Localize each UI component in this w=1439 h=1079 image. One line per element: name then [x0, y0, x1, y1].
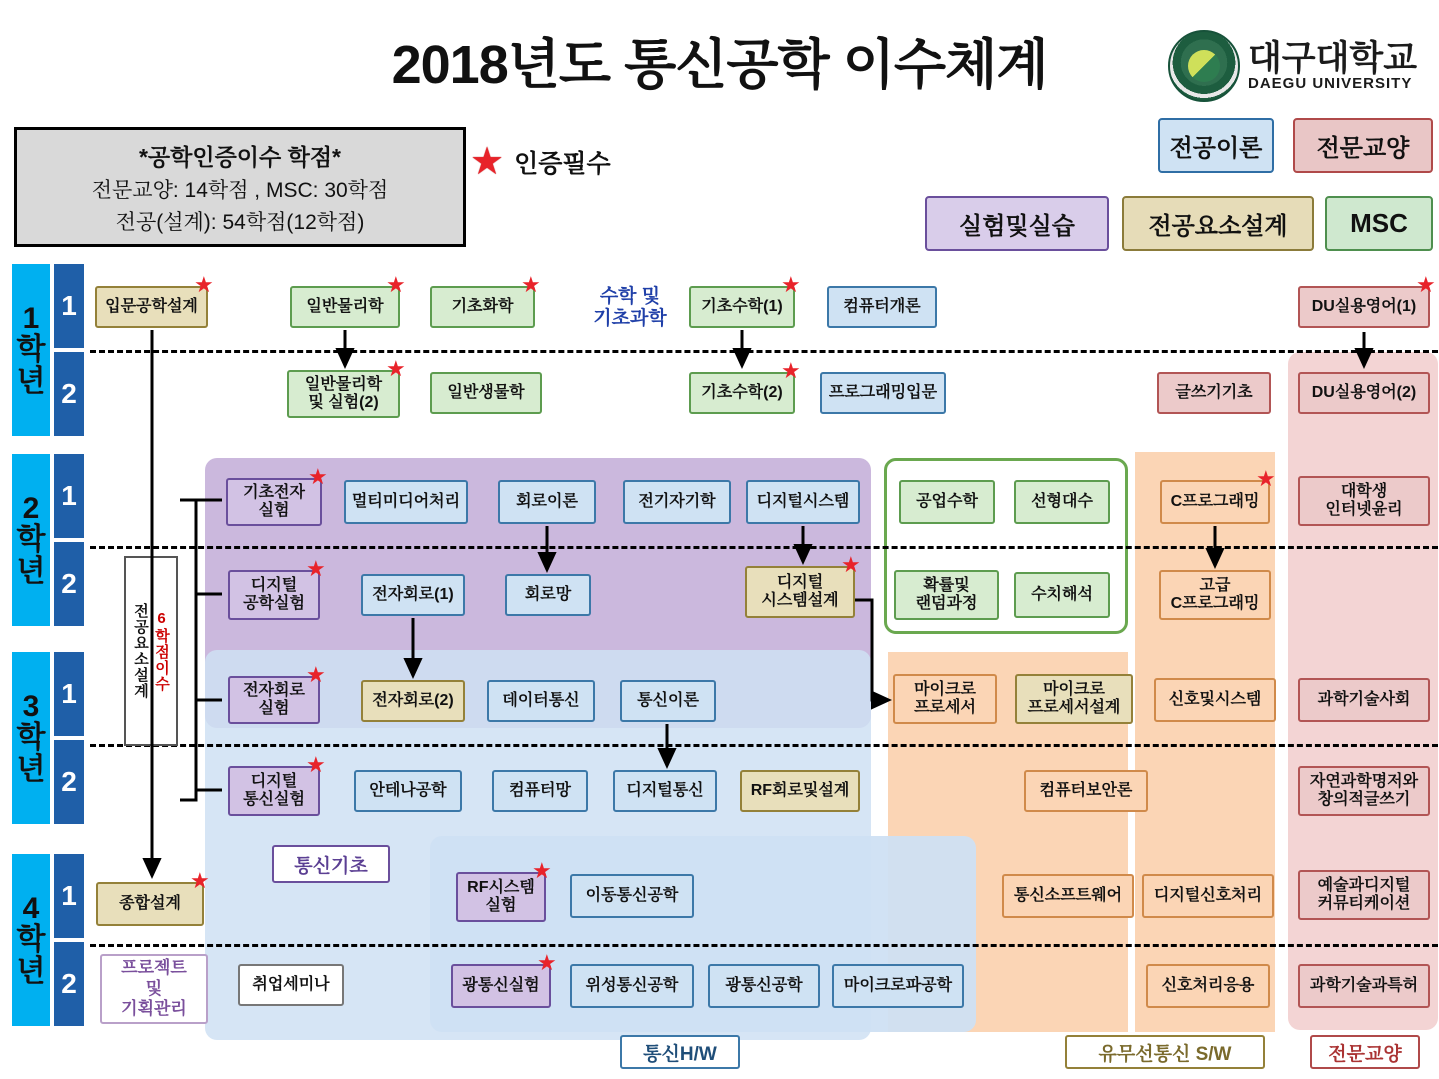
required-star-icon: ★: [306, 752, 326, 777]
year-4-sem-1: 1: [52, 852, 86, 940]
course-label: 취업세미나: [252, 976, 330, 994]
course-box[interactable]: [1298, 678, 1430, 722]
tag-gened: 전문교양: [1310, 1035, 1420, 1069]
course-box[interactable]: [95, 286, 208, 328]
required-star-icon: ★: [190, 868, 210, 893]
course-box[interactable]: [689, 286, 795, 328]
year-3-sem-1: 1: [52, 650, 86, 738]
course-label: 회로망: [524, 586, 572, 604]
course-box[interactable]: [1298, 870, 1430, 920]
tag-comm-hw: 통신H/W: [620, 1035, 740, 1069]
divider-4-1-2: [90, 944, 1438, 947]
course-box[interactable]: [1024, 770, 1148, 812]
required-star-icon: ★: [306, 556, 326, 581]
required-star-icon: ★: [306, 662, 326, 687]
year-1-sem-2: 2: [52, 350, 86, 438]
course-label: 신호처리응용: [1161, 977, 1255, 995]
course-label: 디지털신호처리: [1153, 887, 1263, 905]
divider-3-1-2: [90, 744, 1438, 747]
course-box[interactable]: [1298, 286, 1430, 328]
university-logo: [1168, 28, 1433, 103]
course-label: 디지털 시스템설계: [761, 574, 839, 609]
course-box[interactable]: [430, 372, 542, 414]
year-4: 4 학 년: [10, 852, 52, 1028]
course-label: 고급 C프로그래밍: [1170, 577, 1260, 612]
course-box[interactable]: [492, 770, 588, 812]
course-label: 디지털 공학실험: [243, 577, 305, 612]
design-credit-label: 전공요소설계: [132, 603, 149, 699]
divider-1-2: [90, 350, 1438, 353]
year-2: 2 학 년: [10, 452, 52, 628]
course-box[interactable]: [290, 286, 400, 328]
course-box[interactable]: [451, 964, 551, 1008]
course-label: 데이터통신: [502, 692, 580, 710]
year-3-sem-2: 2: [52, 738, 86, 826]
course-box[interactable]: [745, 566, 855, 618]
required-star-icon: ★: [532, 858, 552, 883]
course-label: 전기자기학: [638, 493, 716, 511]
course-label: 기초수학(1): [701, 298, 783, 316]
course-box[interactable]: [746, 480, 860, 524]
course-box[interactable]: [96, 882, 204, 926]
course-label: 컴퓨터망: [509, 782, 571, 800]
university-name-en: DAEGU UNIVERSITY: [1248, 74, 1413, 92]
course-label: 마이크로 프로세서: [914, 681, 976, 716]
course-box[interactable]: [740, 770, 860, 812]
course-box[interactable]: [827, 286, 937, 328]
course-label: 대학생 인터넷윤리: [1325, 483, 1403, 518]
course-label: 확률및 랜덤과정: [915, 577, 978, 612]
course-label: 기초전자 실험: [243, 484, 305, 519]
course-label: 이동통신공학: [585, 887, 679, 905]
year-2-sem-1: 1: [52, 452, 86, 540]
course-box[interactable]: [238, 964, 344, 1006]
required-star-icon: ★: [386, 272, 406, 297]
course-box[interactable]: [1298, 964, 1430, 1008]
course-label: DU실용영어(1): [1311, 298, 1417, 316]
course-label: 멀티미디어처리: [351, 493, 461, 511]
required-star-icon: ★: [194, 272, 214, 297]
course-label: 자연과학명저와 창의적글쓰기: [1309, 773, 1419, 808]
course-label: 공업수학: [916, 493, 978, 511]
university-name-kr: 대구대학교: [1248, 38, 1418, 78]
course-label: 종합설계: [119, 895, 181, 913]
course-label: C프로그래밍: [1170, 493, 1260, 511]
course-label: 글쓰기기초: [1175, 384, 1253, 402]
legend-category-msc: MSC: [1325, 196, 1433, 251]
project-management-label: 프로젝트 및 기획관리: [121, 958, 187, 1019]
required-star-icon: ★: [308, 464, 328, 489]
year-4-sem-2: 2: [52, 940, 86, 1028]
course-label: RF시스템 실험: [467, 879, 535, 914]
course-box[interactable]: [708, 964, 820, 1008]
required-star-icon: ★: [521, 272, 541, 297]
course-box[interactable]: [689, 372, 795, 414]
course-box[interactable]: [1298, 766, 1430, 816]
legend-category-design: 전공요소설계: [1122, 196, 1314, 251]
legend-category-gened: 전문교양: [1293, 118, 1433, 173]
course-label: RF회로및설계: [750, 782, 850, 800]
course-box[interactable]: [1160, 480, 1270, 524]
legend-category-theory: 전공이론: [1158, 118, 1274, 173]
course-box[interactable]: [1157, 372, 1271, 414]
star-icon: ★: [470, 141, 505, 183]
course-label: DU실용영어(2): [1311, 384, 1417, 402]
course-label: 디지털시스템: [756, 493, 850, 511]
course-label: 통신소프트웨어: [1013, 887, 1123, 905]
course-label: 마이크로 프로세서설계: [1027, 681, 1121, 716]
course-label: 위성통신공학: [585, 977, 679, 995]
course-box[interactable]: [1142, 874, 1274, 918]
required-star-icon: ★: [841, 552, 861, 577]
course-box[interactable]: [354, 770, 462, 812]
divider-2-1-2: [90, 546, 1438, 549]
course-label: 전자회로(2): [372, 692, 454, 710]
course-box[interactable]: [893, 674, 997, 724]
year-3: 3 학 년: [10, 650, 52, 826]
course-box[interactable]: [570, 874, 694, 918]
course-label: 통신이론: [637, 692, 699, 710]
course-box[interactable]: [894, 570, 999, 620]
course-label: 입문공학설계: [105, 298, 198, 316]
course-box[interactable]: [1015, 674, 1133, 724]
course-label: 과학기술사회: [1317, 691, 1411, 709]
course-label: 전자회로 실험: [243, 682, 305, 717]
course-box[interactable]: [570, 964, 694, 1008]
course-box[interactable]: [620, 680, 716, 722]
required-star-icon: ★: [1256, 466, 1276, 491]
course-label: 광통신공학: [725, 977, 803, 995]
tag-comm-sw: 유무선통신 S/W: [1065, 1035, 1265, 1069]
course-box[interactable]: [361, 680, 465, 722]
course-box[interactable]: [899, 480, 995, 524]
tag-comm-basics: 통신기초: [272, 845, 390, 883]
course-label: 전자회로(1): [372, 586, 454, 604]
course-box[interactable]: [832, 964, 964, 1008]
course-box[interactable]: [1154, 678, 1276, 722]
course-label: 마이크로파공학: [843, 977, 953, 995]
course-label: 디지털 통신실험: [243, 773, 305, 808]
project-management-box: [100, 954, 208, 1024]
course-box[interactable]: [344, 480, 468, 524]
course-box[interactable]: [1146, 964, 1270, 1008]
course-label: 수치해석: [1031, 586, 1093, 604]
course-label: 프로그래밍입문: [828, 384, 938, 402]
credit-box-line3: 전공(설계): 54학점(12학점): [115, 210, 365, 234]
credit-box-title: *공학인증이수 학점*: [138, 143, 342, 170]
course-label: 일반물리학: [306, 298, 384, 316]
course-box[interactable]: [1159, 570, 1271, 620]
course-label: 안테나공학: [369, 782, 447, 800]
course-label: 신호및시스템: [1168, 691, 1262, 709]
credit-box-line2: 전문교양: 14학점 , MSC: 30학점: [91, 178, 389, 202]
course-box[interactable]: [1014, 480, 1110, 524]
course-box[interactable]: [1298, 476, 1430, 526]
course-box[interactable]: [361, 574, 465, 616]
university-seal-icon: [1168, 30, 1240, 102]
course-label: 기초화학: [451, 298, 514, 316]
course-box[interactable]: [430, 286, 535, 328]
course-box[interactable]: [487, 680, 595, 722]
required-star-icon: ★: [537, 950, 557, 975]
course-label: 디지털통신: [626, 782, 704, 800]
year-1-sem-1: 1: [52, 262, 86, 350]
year-2-sem-2: 2: [52, 540, 86, 628]
course-box[interactable]: [613, 770, 717, 812]
design-credit-count: 6학점이수: [153, 610, 170, 692]
page-title: 2018년도 통신공학 이수체계: [391, 35, 1048, 95]
course-box[interactable]: [498, 480, 596, 524]
course-label: 일반물리학 및 실험(2): [304, 376, 383, 411]
course-label: 과학기술과특허: [1309, 977, 1419, 995]
course-label: 컴퓨터개론: [843, 298, 921, 316]
course-box[interactable]: [287, 370, 400, 418]
course-box[interactable]: [1002, 874, 1134, 918]
course-label: 일반생물학: [447, 384, 525, 402]
required-star-icon: ★: [1416, 272, 1436, 297]
star-legend: [470, 140, 690, 184]
course-box[interactable]: [505, 574, 591, 616]
course-box[interactable]: [623, 480, 731, 524]
year-1: 1 학 년: [10, 262, 52, 438]
required-star-icon: ★: [386, 356, 406, 381]
course-label: 광통신실험: [462, 977, 540, 995]
star-legend-label: 인증필수: [514, 150, 611, 178]
legend-category-lab: 실험및실습: [925, 196, 1109, 251]
credit-requirement-box: [14, 127, 466, 247]
course-box[interactable]: [1298, 372, 1430, 414]
course-label: 컴퓨터보안론: [1039, 782, 1133, 800]
course-label: 예술과디지털 커뮤티케이션: [1317, 877, 1411, 912]
math-science-label: 수학 및 기초과학: [593, 286, 667, 329]
design-credit-column: [124, 556, 178, 746]
required-star-icon: ★: [781, 272, 801, 297]
course-label: 회로이론: [516, 493, 578, 511]
course-label: 기초수학(2): [701, 384, 783, 402]
course-box[interactable]: [820, 372, 946, 414]
course-label: 선형대수: [1031, 493, 1093, 511]
required-star-icon: ★: [781, 358, 801, 383]
course-box[interactable]: [1014, 572, 1110, 618]
